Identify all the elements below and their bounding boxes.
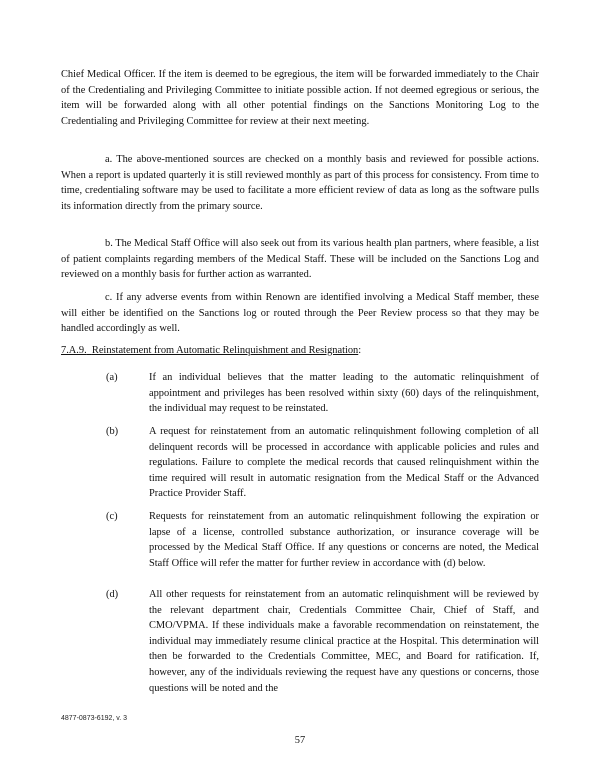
list-item-label: (d) bbox=[106, 589, 119, 600]
section-number: 7.A.9. bbox=[61, 345, 87, 356]
intro-paragraph: Chief Medical Officer. If the item is deemed to be egregious, the item will be forwarded immediately to the Chair of the Credentialing and Privileging Committee to initiate possible action. If not deemed egregious or serious, the item will be forwarded along with all other potential findings on the Sanctions Monitoring Log to the Credentialing and Privileging Committee for review at their next meeting. bbox=[61, 69, 539, 127]
list-item-text: If an individual believes that the matter leading to the automatic relinquishment of appointment and privileges has been resolved within sixty (60) days of the relinquishment, the individual may request to be reinstated. bbox=[149, 372, 539, 415]
paragraph-b: b. The Medical Staff Office will also seek out from its various health plan partners, where feasible, a list of patient complaints regarding members of the Medical Staff. These will be included on the Sanctions Log and reviewed on a monthly basis for further action as warranted. bbox=[61, 238, 539, 281]
page-number: 57 bbox=[294, 735, 306, 746]
list-item-text: A request for reinstatement from an automatic relinquishment following completion of all delinquent records will be processed in accordance with applicable policies and rules and regulations. Failure to complete the medical records that caused relinquishment within the time required will result in automatic resignation from the Medical Staff or the Advanced Practice Provider Staff. bbox=[149, 426, 539, 500]
list-item-label: (c) bbox=[106, 511, 118, 522]
document-id: 4877-0873-6192, v. 3 bbox=[61, 715, 128, 722]
paragraph-c: c. If any adverse events from within Renown are identified involving a Medical Staff member, these will either be identified on the Sanctions log or routed through the Peer Review process so that they may be handled accordingly as well. bbox=[61, 292, 539, 335]
list-item-text: Requests for reinstatement from an automatic relinquishment following the expiration or lapse of a license, controlled substance authorization, or insurance coverage will be processed by the Medical Staff Office. If any questions or concerns are noted, the Medical Staff Office will refer the matter for further review in accordance with (d) below. bbox=[149, 511, 539, 569]
list-item-text: All other requests for reinstatement from an automatic relinquishment will be reviewed by the relevant department chair, Credentials Committee Chair, Chief of Staff, and CMO/VPMA. If these individuals make a favorable recommendation on reinstatement, the individual may immediately resume clinical practice at the Hospital. This determination will then be forwarded to the Credentials Committee, MEC, and Board for ratification. If, however, any of the individuals reviewing the request have any questions or concerns, those questions will be noted and the bbox=[149, 589, 539, 694]
paragraph-a: a. The above-mentioned sources are checked on a monthly basis and reviewed for possible actions. When a report is updated quarterly it is still reviewed monthly as part of this process for consistency. From time to time, credentialing software may be used to facilitate a more efficient review of data as long as the software pulls its information directly from the primary source. bbox=[61, 154, 539, 212]
section-title: Reinstatement from Automatic Relinquishment and Resignation bbox=[91, 345, 359, 356]
list-item-label: (b) bbox=[106, 426, 119, 437]
section-heading-colon: : bbox=[358, 345, 362, 356]
list-item-label: (a) bbox=[106, 372, 118, 383]
section-heading bbox=[61, 343, 361, 359]
